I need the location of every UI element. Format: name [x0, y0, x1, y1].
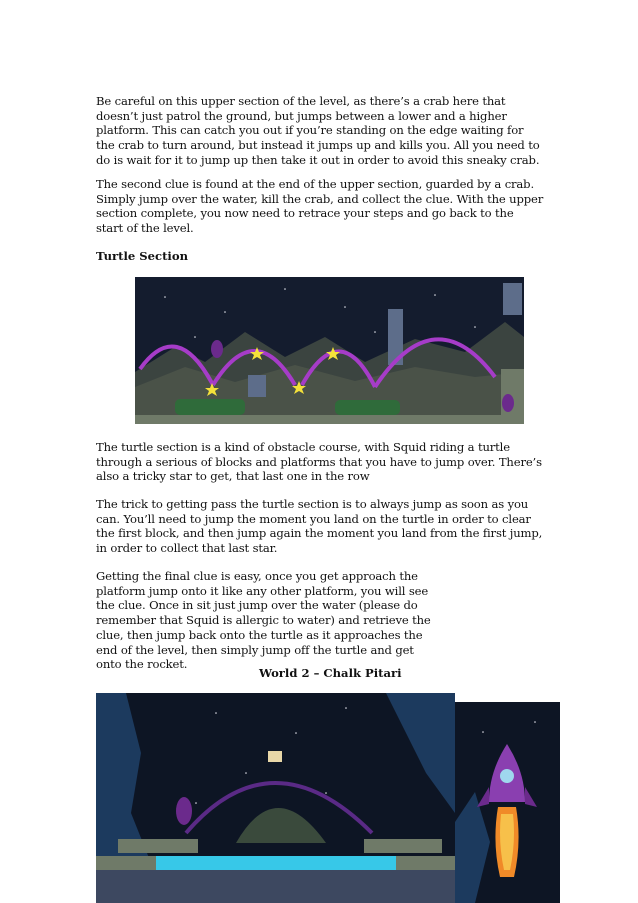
turtle-section-screenshot: [135, 277, 524, 424]
world2-screenshot: [96, 693, 455, 903]
paragraph-second-clue: The second clue is found at the end of the upper section, guarded by a crab. Simply jump over the water, kill the crab, and collect the clue. With the upper section complete, you now need to retrace your steps and go back to the start of the level.: [96, 177, 544, 236]
paragraph-turtle-intro: The turtle section is a kind of obstacle course, with Squid riding a turtle through a serious of blocks and platforms that you have to jump over. There’s also a tricky star to get, that last one in the row: [96, 440, 542, 484]
heading-turtle-section: Turtle Section: [96, 249, 189, 263]
paragraph-turtle-trick: The trick to getting pass the turtle section is to always jump as soon as you can. You’ll need to jump the moment you land on the turtle in order to clear the first block, and then jump again the moment you land from the first jump, in order to collect that last star.: [96, 497, 543, 556]
heading-world-2: World 2 – Chalk Pitari: [259, 666, 402, 680]
paragraph-final-clue: Getting the final clue is easy, once you get approach the platform jump onto it like any other platform, you will see the clue. Once in sit just jump over the water (please do remember that Squid is allergic to water) and retrieve the clue, then jump back onto the turtle as it approaches the end of the level, then simply jump off the turtle and get onto the rocket.: [96, 569, 431, 672]
paragraph-crab-warning: Be careful on this upper section of the level, as there’s a crab here that doesn’t just patrol the ground, but jumps between a lower and a higher platform. This can catch you out if you’re standing on the edge waiting for the crab to turn around, but instead it jumps up and kills you. All you need to do is wait for it to jump up then take it out in order to avoid this sneaky crab.: [96, 94, 540, 167]
rocket-screenshot: [455, 702, 560, 903]
